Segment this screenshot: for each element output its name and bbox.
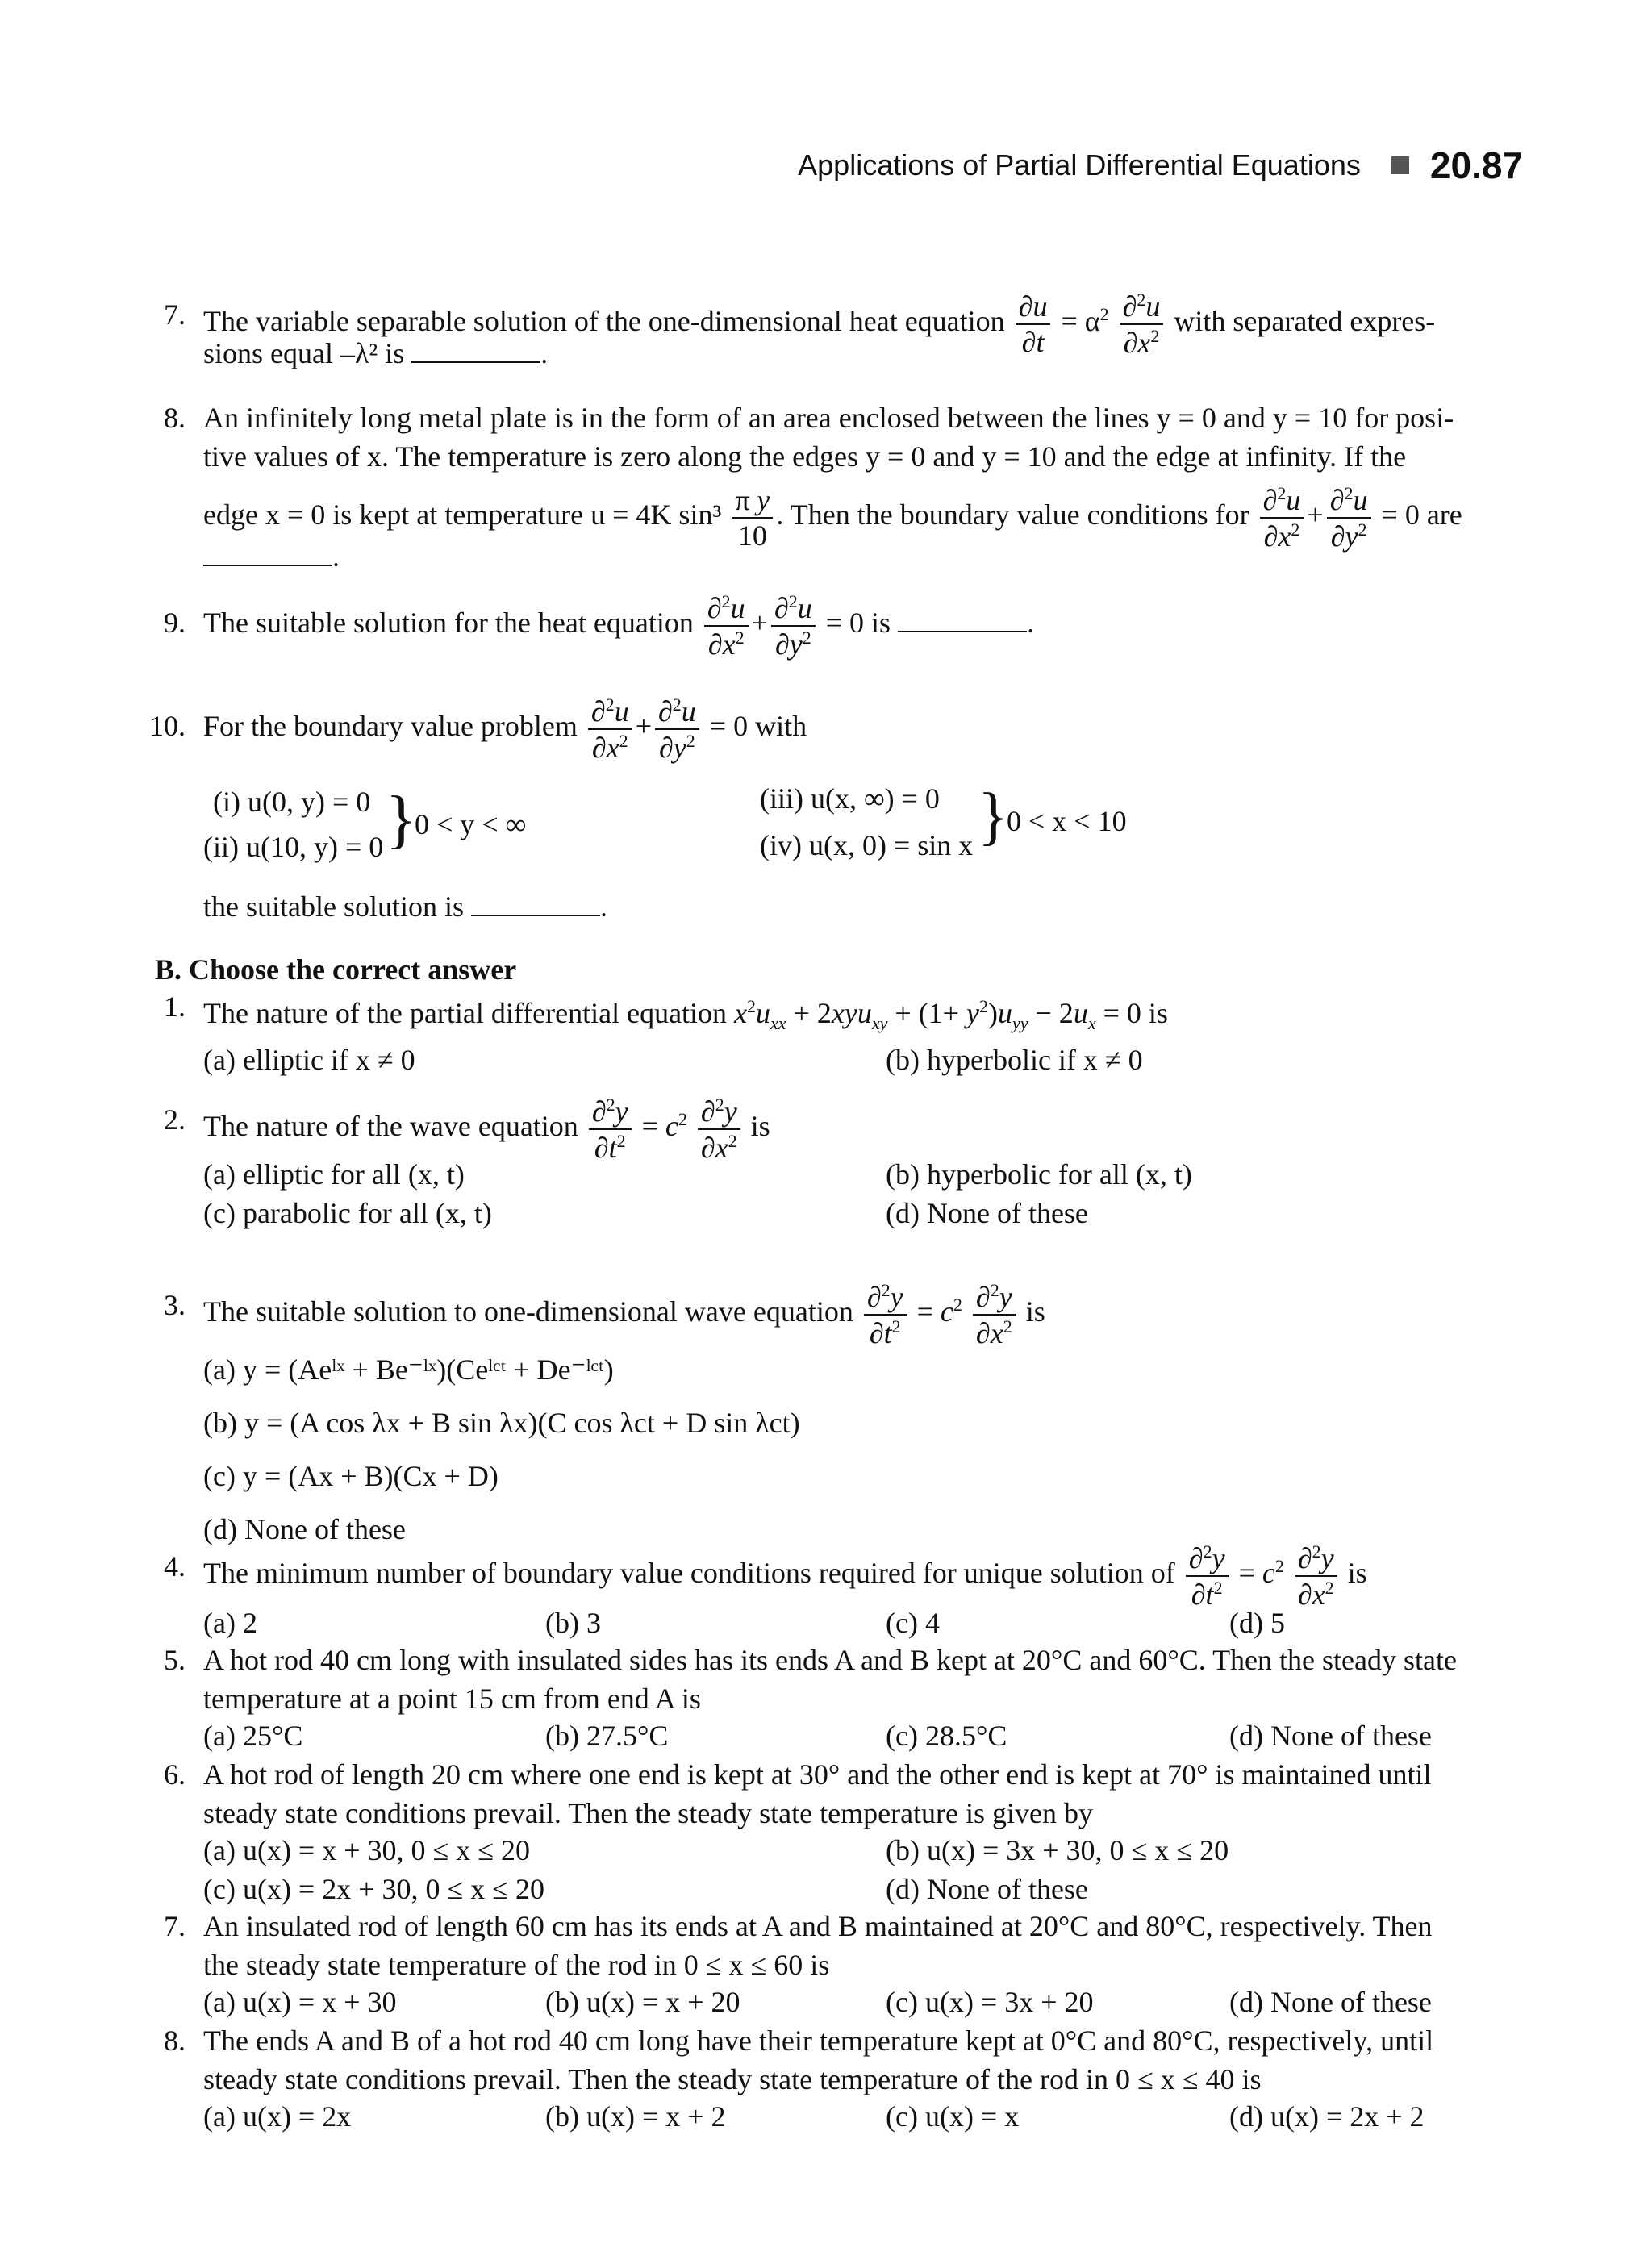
mcq-7-line1: An insulated rod of length 60 cm has its ends at A and B maintained at 20°C and 80°C, respectively. Then [203,1910,1433,1942]
question-7-line2: sions equal –λ² is . [203,337,549,369]
option-d[interactable]: (d) None of these [1229,1986,1432,2018]
d2u-dx2-fraction: $\frac{\partial^2u}{\partial x^2}$ [1120,291,1164,357]
question-number: 1. [164,990,186,1023]
question-7-line1: The variable separable solution of the one-dimensional heat equation $\frac{\partial u}{\partial t}$ = $\alpha^2$ $\frac{\partial^2u}{\partial x^2}$ with separated expres- [203,289,1436,359]
option-a[interactable]: (a) elliptic if x ≠ 0 [203,1044,415,1076]
option-c[interactable]: (c) 28.5°C [886,1720,1007,1752]
question-number: 3. [164,1289,186,1321]
question-8-line1: An infinitely long metal plate is in the form of an area enclosed between the lines y = 0 and y = 10 for posi- [203,402,1454,434]
option-b[interactable]: (b) hyperbolic if x ≠ 0 [886,1044,1143,1076]
option-c[interactable]: (c) u(x) = 3x + 20 [886,1986,1094,2018]
question-number: 8. [164,402,186,434]
option-a[interactable]: (a) 2 [203,1607,257,1639]
question-number: 8. [164,2025,186,2057]
option-c[interactable]: (c) u(x) = x [886,2100,1020,2133]
option-c[interactable]: (c) 4 [886,1607,940,1639]
mcq-4-stem: The minimum number of boundary value conditions required for unique solution of $\frac{\partial^2y}{\partial t^2}$ = $c^2$ $\frac{\partial^2y}{\partial x^2}$ is [203,1541,1367,1611]
option-d[interactable]: (d) None of these [886,1873,1088,1905]
option-b[interactable]: (b) u(x) = 3x + 30, 0 ≤ x ≤ 20 [886,1834,1229,1866]
section-heading: B. Choose the correct answer [155,953,517,986]
option-d[interactable]: (d) 5 [1229,1607,1285,1639]
mcq-5-line1: A hot rod 40 cm long with insulated sides has its ends A and B kept at 20°C and 60°C. Then the steady state [203,1644,1457,1676]
option-b[interactable]: (b) 3 [545,1607,601,1639]
question-10-line: For the boundary value problem $\frac{\partial^2u}{\partial x^2}$ + $\frac{\partial^2u}{\partial y^2}$ = 0 with [203,694,807,764]
answer-blank[interactable] [411,337,540,363]
question-8-line4: . [203,537,340,576]
question-number: 7. [164,1910,186,1942]
mcq-1-stem: The nature of the partial differential equation $x^2u_{xx} + 2xyu_{xy} + (1+ y^2)u_{yy} - 2u_x = 0$ is [203,996,1168,1034]
question-number: 7. [164,298,186,331]
option-a[interactable]: (a) u(x) = x + 30 [203,1986,397,2018]
option-d[interactable]: (d) None of these [886,1197,1088,1229]
header-square-icon [1391,156,1409,174]
option-b[interactable]: (b) 27.5°C [545,1720,669,1752]
du-dt-fraction: $\frac{\partial u}{\partial t}$ [1016,292,1051,357]
option-d[interactable]: (d) u(x) = 2x + 2 [1229,2100,1425,2133]
mcq-8-line2: steady state conditions prevail. Then the steady state temperature of the rod in 0 ≤ x ≤ 40 is [203,2063,1262,2095]
condition-iv: (iv) u(x, 0) = sin x [760,829,974,861]
condition-i: (i) u(0, y) = 0 [213,786,371,818]
option-c[interactable]: (c) u(x) = 2x + 30, 0 ≤ x ≤ 20 [203,1873,545,1905]
mcq-8-line1: The ends A and B of a hot rod 40 cm long have their temperature kept at 0°C and 80°C, respectively, until [203,2025,1434,2057]
right-brace-1: } [386,784,417,855]
option-a[interactable]: (a) u(x) = x + 30, 0 ≤ x ≤ 20 [203,1834,531,1866]
option-c[interactable]: (c) y = (Ax + B)(Cx + D) [203,1460,499,1492]
mcq-2-stem: The nature of the wave equation $\frac{\partial^2y}{\partial t^2}$ = $c^2$ $\frac{\partial^2y}{\partial x^2}$ is [203,1094,770,1164]
question-8-line2: tive values of x. The temperature is zero along the edges y = 0 and y = 10 and the edge at infinity. If the [203,440,1407,473]
page-number: 20.87 [1429,144,1523,186]
range-2: 0 < x < 10 [1007,805,1127,837]
mcq-6-line1: A hot rod of length 20 cm where one end is kept at 30° and the other end is kept at 70° is maintained until [203,1758,1432,1791]
pi-y-over-10-fraction: $\frac{\text{π y}}{10}$ [732,486,773,550]
page-header [798,144,1523,187]
mcq-6-line2: steady state conditions prevail. Then the steady state temperature is given by [203,1797,1094,1829]
option-a[interactable]: (a) u(x) = 2x [203,2100,352,2133]
range-1: 0 < y < ∞ [415,808,527,840]
option-a[interactable]: (a) 25°C [203,1720,303,1752]
question-number: 2. [164,1103,186,1136]
option-b[interactable]: (b) u(x) = x + 2 [545,2100,726,2133]
mcq-3-stem: The suitable solution to one-dimensional wave equation $\frac{\partial^2y}{\partial t^2}$ = $c^2$ $\frac{\partial^2y}{\partial x^2}$ is [203,1279,1045,1349]
question-number: 9. [164,607,186,639]
mcq-5-line2: temperature at a point 15 cm from end A is [203,1683,701,1715]
answer-blank[interactable] [471,890,600,916]
running-title: Applications of Partial Differential Equations [798,148,1361,181]
right-brace-2: } [978,781,1009,852]
question-10-tail: the suitable solution is . [203,890,607,923]
option-d[interactable]: (d) None of these [203,1513,406,1545]
question-number: 4. [164,1550,186,1583]
question-number: 10. [149,710,186,742]
question-8-line3: edge x = 0 is kept at temperature u = 4K sin³ $\frac{\text{π y}}{10}$ . Then the boundary value conditions for $\frac{\partial^2u}{\partial x^2}$ + $\frac{\partial^2u}{\partial y^2}$ = 0 are [203,482,1462,553]
condition-iii: (iii) u(x, ∞) = 0 [760,782,940,815]
question-number: 6. [164,1758,186,1791]
option-a[interactable]: (a) elliptic for all (x, t) [203,1158,465,1191]
mcq-7-line2: the steady state temperature of the rod in 0 ≤ x ≤ 60 is [203,1949,830,1981]
question-number: 5. [164,1644,186,1676]
condition-ii: (ii) u(10, y) = 0 [203,831,384,863]
option-b[interactable]: (b) y = (A cos λx + B sin λx)(C cos λct + D sin λct) [203,1407,800,1439]
answer-blank[interactable] [203,540,332,566]
question-9-line: The suitable solution for the heat equation $\frac{\partial^2u}{\partial x^2}$ + $\frac{\partial^2u}{\partial y^2}$ = 0 is . [203,590,1035,661]
answer-blank[interactable] [898,607,1027,632]
option-d[interactable]: (d) None of these [1229,1720,1432,1752]
option-b[interactable]: (b) u(x) = x + 20 [545,1986,740,2018]
option-a[interactable]: (a) y = (Aeˡˣ + Be⁻ˡˣ)(Ceˡᶜᵗ + De⁻ˡᶜᵗ) [203,1353,614,1386]
option-c[interactable]: (c) parabolic for all (x, t) [203,1197,492,1229]
option-b[interactable]: (b) hyperbolic for all (x, t) [886,1158,1192,1191]
